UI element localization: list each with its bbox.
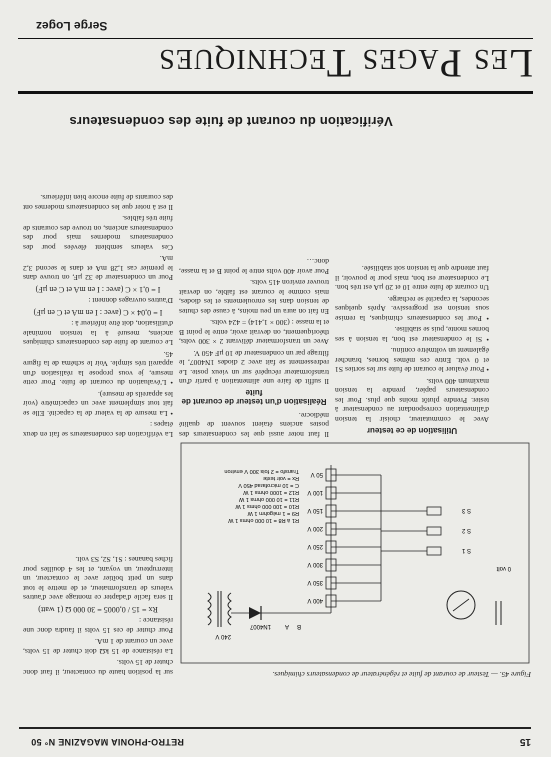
paragraph: Pour avoir 400 volts entre le point B et la masse, donc… [179,257,329,276]
paragraph: Il faut noter aussi que les condensateurs des postes anciens étaient souvent de qualité médiocre. [179,411,329,439]
output-resistors [381,507,441,555]
paragraph: Pour un condensateur de 32 µF, on trouve dans le premier cas 1,28 mA et dans le second 3,2 mA. [23,254,173,283]
paragraph: Pour chuter de ces 15 volts il faudra donc une résistance : [23,616,173,635]
page-number: 15 [519,736,531,747]
label-s1: S 1 [461,547,471,553]
label-250v: 250 V [307,543,323,549]
formula: I = 0,04 × C (avec : I en mA et C en µF) [33,308,163,317]
meter-symbol [447,591,475,619]
paragraph: Avec un transformateur délivrant 2 × 300 volts, théoriquement, on devrait avoir, entre le point B et la masse : (300 × 1,414) = 424 volts. [179,318,329,347]
paragraph: • La mesure de la valeur de la capacité. Elle se fait tout simplement avec un capacimètre (voir les appareils de mesure). [23,390,173,418]
component-value: Transfo = 2 fois 300 V environ [224,468,299,474]
circuit-schematic [179,441,531,665]
formula: I = 0,1 × C (avec : I en mA et C en µF) [35,285,161,294]
page-header [19,731,531,747]
paragraph: Il suffit de faire une alimentation à partir d'un transformateur récupéré sur un vieux poste. Le redressement se fait avec 2 diodes 1N4007, le filtrage par un condensateur de 10 µF 450 V. [179,349,329,387]
formula: Rx = 15 / 0,0005 = 30 000 Ω (1 watt) [38,605,158,614]
label-100v: 100 V [307,489,323,495]
author-name: Serge Logez [36,19,108,33]
component-value: R12 = 1000 ohms 1 W [243,489,299,495]
figure-caption: Figure 45. — Testeur de courant de fuite et régénérateur de condensateurs chimiques. [272,670,531,679]
paragraph: En fait on aura un peu moins, à cause des chutes de tension dans les enroulements et les diodes, mais comme le courant est faible, on devrait trouver environ 415 volts. [179,278,329,316]
label-400v: 400 V [307,597,323,603]
component-value: Rx = voir texte [263,475,299,481]
paragraph: Il sera facile d'adapter ce montage avec d'autres valeurs de transformateur, et de mettre le tout dans un petit boîtier avec le contacteur, un interrupteur, un voyant, et les 4 douilles pour fiches bananes : S1, S2, S3 volt. [23,555,173,603]
magazine-name: RETRO-PHONIA MAGAZINE N° 50 [31,737,184,747]
paragraph: Ces valeurs semblent élevées pour des condensateurs modernes mais pour des condensateurs anciens, on trouve des courants de fuite très faibles. [23,214,173,252]
article-column-4 [23,437,173,677]
label-s3: S 3 [461,507,471,513]
paragraph: sur la position haute du contacteur, il faut donc chuter de 15 volts. [23,658,173,677]
component-value: R11 = 10 000 ohms 1 W [238,496,299,502]
paragraph: La résistance de 15 kΩ doit chuter de 15 volts, avec un courant de 1 mA. [23,637,173,656]
component-value: R1 à R8 = 10 000 ohms 1 W [228,517,299,523]
label-240v: 240 V [215,633,231,639]
paragraph: • L'évaluation du courant de fuite. Pour cette mesure, je vous propose la réalisation d'un appareil très simple. Voir le schéma de la figure 45. [23,350,173,388]
component-value: C = 10 microfarad 450 V [238,482,299,488]
paragraph: Avec le commutateur, choisir la tension d'alimentation correspondant au condensateur à tester. Prendre plutôt moins que plus. Pour les condensateurs papier, prendre la tension maximum 400 volts. [335,377,489,424]
figure-frame [181,443,529,663]
article-column-1 [23,139,173,439]
label-s2: S 2 [461,527,471,533]
label-200v: 200 V [307,525,323,531]
article-column-2 [179,139,329,439]
label-diode: 1N4007 [249,623,271,629]
article-column-3 [335,139,489,439]
paragraph: • Pour évaluer le courant de fuite sur les sorties S1 et 0 volt. Entre ces mêmes bornes, brancher également un voltmètre continu. [335,346,489,375]
label-150v: 150 V [307,507,323,513]
paragraph: • Pour les condensateurs chimiques, la remise sous tension est progressive. Après quelques secondes, la capacité se recharge. [335,295,489,323]
paragraph: D'autres ouvrages donnent : [88,296,173,306]
transformer-symbol [208,591,231,627]
component-value: R9 = 1 mégohm 1 W [247,510,299,516]
circuit-figure [179,443,531,679]
section-title: Les Pages Techniques [158,41,533,86]
component-values [224,468,299,523]
diode-symbol [231,606,281,620]
paragraph: Il est à noter que les condensateurs modernes ont des courants de fuite encore bien inférieurs. [23,193,173,212]
paragraph: La vérification des condensateurs se fait en deux étapes : [23,420,173,439]
label-300v: 300 V [307,561,323,567]
header-rule [19,727,531,729]
component-value: R10 = 100 000 ohms 1 W [235,503,299,509]
article-title: Vérification du courant de fuite des condensateurs [69,114,393,129]
section-banner [18,38,533,94]
label-350v: 350 V [307,579,323,585]
capacitor-symbol [496,601,501,625]
label-b: B [296,623,301,629]
subheading: Réalisation d'un testeur de courant de fuite [181,388,327,407]
label-a: A [284,623,289,629]
paragraph: • Si le condensateur est bon, la tension à ses bornes monte, puis se stabilise. [335,325,489,344]
label-50v: 50 V [310,471,323,477]
subheading: Utilisation de ce testeur [366,426,458,435]
paragraph: Le courant de fuite des condensateurs chimiques anciens, mesuré à la tension nominale d'utilisation, doit être inférieur à : [23,319,173,348]
label-0-volt: 0 volt [496,565,511,571]
paragraph: Un courant de fuite entre 10 et 20 µA est très bon. Le condensateur est bon, mais pour le pouvoir, il faut attendre que la tension soit stabilisée. [335,264,489,293]
